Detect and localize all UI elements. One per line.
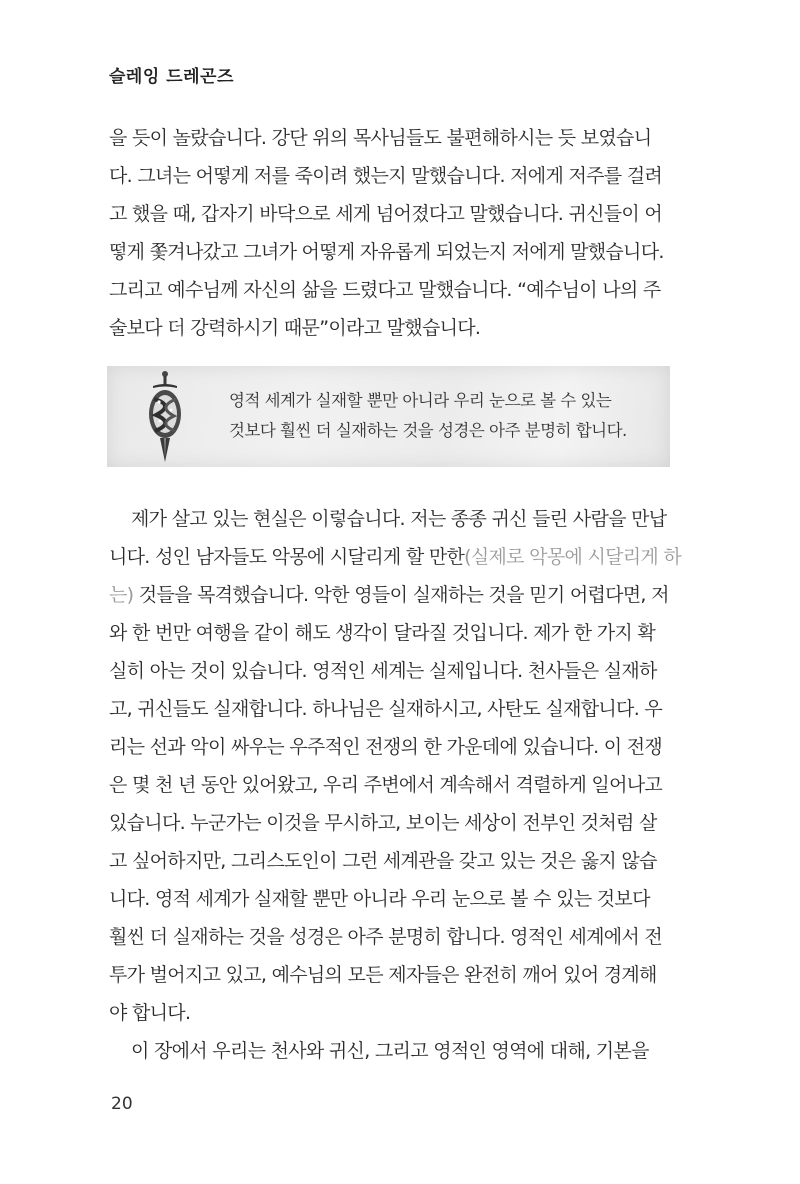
text-line: 제가 살고 있는 현실은 이렇습니다. 저는 종종 귀신 들린 사람을 만납 — [131, 508, 667, 530]
text-line: 다. 그녀는 어떻게 저를 죽이려 했는지 말했습니다. 저에게 저주를 걸려 — [109, 165, 663, 187]
text-line: 있습니다. 누군가는 이것을 무시하고, 보이는 세상이 전부인 것처럼 살 — [109, 812, 657, 834]
pull-quote-text — [229, 386, 659, 446]
text-line: 떻게 쫓겨나갔고 그녀가 어떻게 자유롭게 되었는지 저에게 말했습니다. — [109, 241, 664, 263]
running-title: 슬레잉 드레곤즈 — [109, 67, 234, 87]
text-line: 고 싶어하지만, 그리스도인이 그런 세계관을 갖고 있는 것은 옳지 않습 — [109, 850, 657, 872]
text-line: 와 한 번만 여행을 같이 해도 생각이 달라질 것입니다. 제가 한 가지 확 — [109, 622, 656, 644]
dragon-sword-icon — [145, 369, 185, 464]
text-line: 투가 벌어지고 있고, 예수님의 모든 제자들은 완전히 깨어 있어 경계해 — [109, 964, 657, 986]
text-line: 그리고 예수님께 자신의 삶을 드렸다고 말했습니다. “예수님이 나의 주 — [109, 279, 661, 301]
text-segment: 것들을 목격했습니다. 악한 영들이 실재하는 것을 믿기 어렵다면, 저 — [133, 584, 669, 606]
text-line: 니다. 영적 세계가 실재할 뿐만 아니라 우리 눈으로 볼 수 있는 것보다 — [109, 888, 650, 910]
text-line: 이 장에서 우리는 천사와 귀신, 그리고 영적인 영역에 대해, 기본을 — [131, 1040, 649, 1062]
text-line: 을 듯이 놀랐습니다. 강단 위의 목사님들도 불편해하시는 듯 보였습니 — [109, 127, 652, 149]
text-line: 고 했을 때, 갑자기 바닥으로 세게 넘어졌다고 말했습니다. 귀신들이 어 — [109, 203, 663, 225]
text-segment: 니다. 성인 남자들도 악몽에 시달리게 할 만한 — [109, 546, 465, 568]
pull-quote-box — [107, 366, 670, 467]
text-line: 실히 아는 것이 있습니다. 영적인 세계는 실제입니다. 천사들은 실재하 — [109, 660, 657, 682]
page-number: 20 — [111, 1094, 133, 1114]
text-line: 야 합니다. — [109, 1002, 191, 1024]
text-line: 훨씬 더 실재하는 것을 성경은 아주 분명히 합니다. 영적인 세계에서 전 — [109, 926, 663, 948]
text-line: 은 몇 천 년 동안 있어왔고, 우리 주변에서 계속해서 격렬하게 일어나고 — [109, 774, 663, 796]
text-line: 리는 선과 악이 싸우는 우주적인 전쟁의 한 가운데에 있습니다. 이 전쟁 — [109, 736, 663, 758]
text-line — [109, 576, 679, 614]
pull-quote-line: 것보다 훨씬 더 실재하는 것을 성경은 아주 분명히 합니다. — [229, 421, 627, 440]
text-line — [109, 538, 682, 576]
paragraph-main — [109, 500, 682, 1070]
text-line: 고, 귀신들도 실재합니다. 하나님은 실재하시고, 사탄도 실재합니다. 우 — [109, 698, 663, 720]
parenthetical-note: (실제로 악몽에 시달리게 하 — [464, 546, 682, 568]
pull-quote-line: 영적 세계가 실재할 뿐만 아니라 우리 눈으로 볼 수 있는 — [229, 391, 612, 410]
text-line: 술보다 더 강력하시기 때문”이라고 말했습니다. — [109, 317, 481, 339]
parenthetical-note: 는) — [109, 584, 134, 606]
paragraph-top — [109, 119, 679, 347]
